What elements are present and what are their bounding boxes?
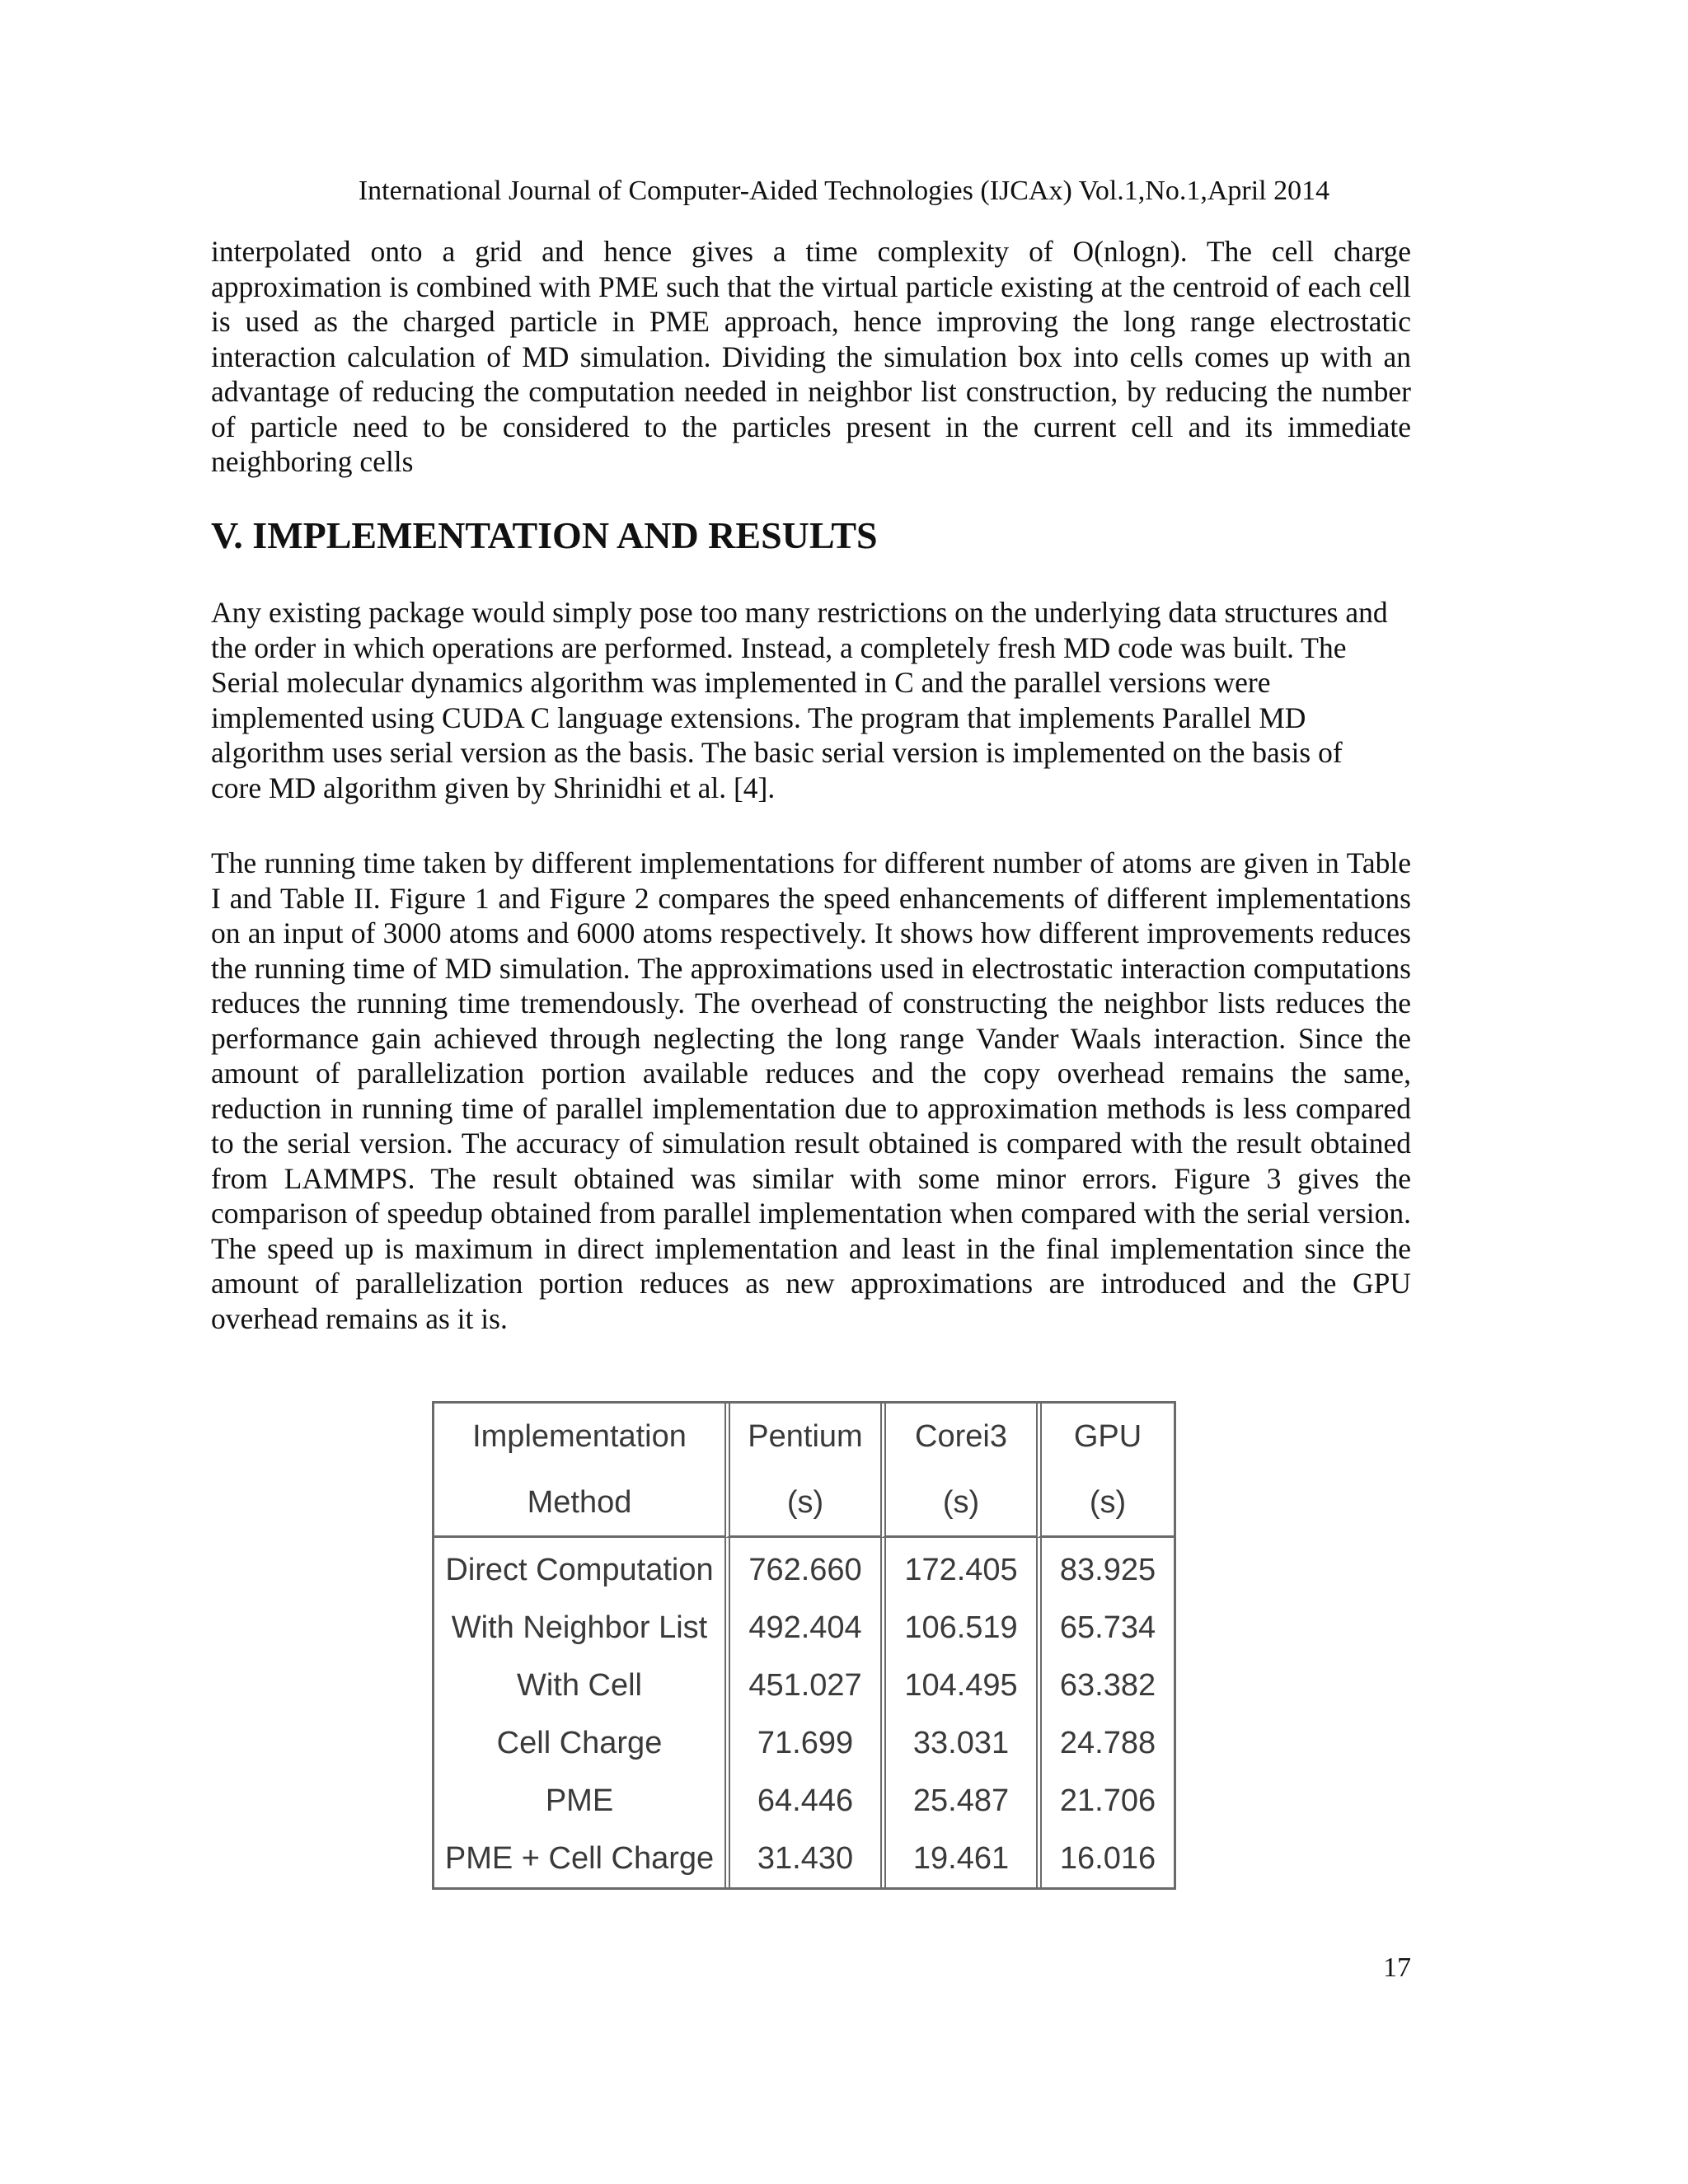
section-heading: V. IMPLEMENTATION AND RESULTS xyxy=(211,514,878,556)
table-row xyxy=(434,1714,1174,1772)
table-row xyxy=(434,1599,1174,1657)
cell-gpu: 21.706 xyxy=(1036,1772,1174,1830)
header-method-line2: Method xyxy=(434,1469,724,1538)
cell-pentium: 762.660 xyxy=(724,1538,880,1599)
cell-method: Direct Computation xyxy=(445,1552,714,1587)
header-method-line1: Implementation xyxy=(472,1418,687,1454)
header-pentium-line2: (s) xyxy=(724,1469,880,1538)
cell-method: With Cell xyxy=(516,1667,643,1703)
cell-pentium: 64.446 xyxy=(724,1772,880,1830)
cell-gpu: 16.016 xyxy=(1036,1830,1174,1887)
header-gpu-line2: (s) xyxy=(1036,1469,1174,1538)
cell-pentium: 31.430 xyxy=(724,1830,880,1887)
cell-method: PME + Cell Charge xyxy=(444,1840,715,1876)
header-pentium-line1: Pentium xyxy=(724,1404,880,1469)
cell-corei3: 104.495 xyxy=(880,1657,1036,1714)
paragraph-results: The running time taken by different implementations for different number of atoms are given in Table I and Table II. Figure 1 and Figure 2 compares the speed enhancements of different implementations on an input of 3000 atoms and 6000 atoms respectively. It shows how different improvements reduces the running time of MD simulation. The approximations used in electrostatic interaction computations reduces the running time tremendously. The overhead of constructing the neighbor lists reduces the performance gain achieved through neglecting the long range Vander Waals interaction. Since the amount of parallelization portion available reduces and the copy overhead remains the same, reduction in running time of parallel implementation due to approximation methods is less compared to the serial version. The accuracy of simulation result obtained is compared with the result obtained from LAMMPS. The result obtained was similar with some minor errors. Figure 3 gives the comparison of speedup obtained from parallel implementation when compared with the serial version. The speed up is maximum in direct implementation and least in the final implementation since the amount of parallelization portion reduces as new approximations are introduced and the GPU overhead remains as it is. xyxy=(211,846,1411,1335)
cell-corei3: 25.487 xyxy=(880,1772,1036,1830)
cell-corei3: 19.461 xyxy=(880,1830,1036,1887)
header-corei3-line1: Corei3 xyxy=(880,1404,1036,1469)
table-header-row xyxy=(434,1404,1174,1469)
header-corei3-line2: (s) xyxy=(880,1469,1036,1538)
cell-corei3: 172.405 xyxy=(880,1538,1036,1599)
table-row xyxy=(434,1538,1174,1599)
cell-method: Cell Charge xyxy=(496,1725,663,1760)
cell-corei3: 33.031 xyxy=(880,1714,1036,1772)
cell-gpu: 24.788 xyxy=(1036,1714,1174,1772)
cell-method: PME xyxy=(545,1783,614,1818)
header-gpu-line1: GPU xyxy=(1036,1404,1174,1469)
running-time-table xyxy=(432,1401,1176,1890)
table-row xyxy=(434,1657,1174,1714)
cell-gpu: 63.382 xyxy=(1036,1657,1174,1714)
cell-pentium: 492.404 xyxy=(724,1599,880,1657)
cell-corei3: 106.519 xyxy=(880,1599,1036,1657)
page-number: 17 xyxy=(1383,1952,1411,1983)
table-row xyxy=(434,1772,1174,1830)
paragraph-implementation: Any existing package would simply pose too many restrictions on the underlying data structures and the order in which operations are performed. Instead, a completely fresh MD code was built. The Serial molecular dynamics algorithm was implemented in C and the parallel versions were implemented using CUDA C language extensions. The program that implements Parallel MD algorithm uses serial version as the basis. The basic serial version is implemented on the basis of core MD algorithm given by Shrinidhi et al. [4]. xyxy=(211,596,1388,804)
cell-method: With Neighbor List xyxy=(451,1610,708,1645)
table-header-row-units xyxy=(434,1469,1174,1538)
cell-pentium: 71.699 xyxy=(724,1714,880,1772)
cell-gpu: 65.734 xyxy=(1036,1599,1174,1657)
paragraph-intro-continued: interpolated onto a grid and hence gives a time complexity of O(nlogn). The cell charge approximation is combined with PME such that the virtual particle existing at the centroid of each cell is used as the charged particle in PME approach, hence improving the long range electrostatic interaction calculation of MD simulation. Dividing the simulation box into cells comes up with an advantage of reducing the computation needed in neighbor list construction, by reducing the number of particle need to be considered to the particles present in the current cell and its immediate neighboring cells xyxy=(211,235,1411,478)
table-row xyxy=(434,1830,1174,1887)
cell-pentium: 451.027 xyxy=(724,1657,880,1714)
cell-gpu: 83.925 xyxy=(1036,1538,1174,1599)
running-head: International Journal of Computer-Aided Technologies (IJCAx) Vol.1,No.1,April 2014 xyxy=(358,176,1330,206)
